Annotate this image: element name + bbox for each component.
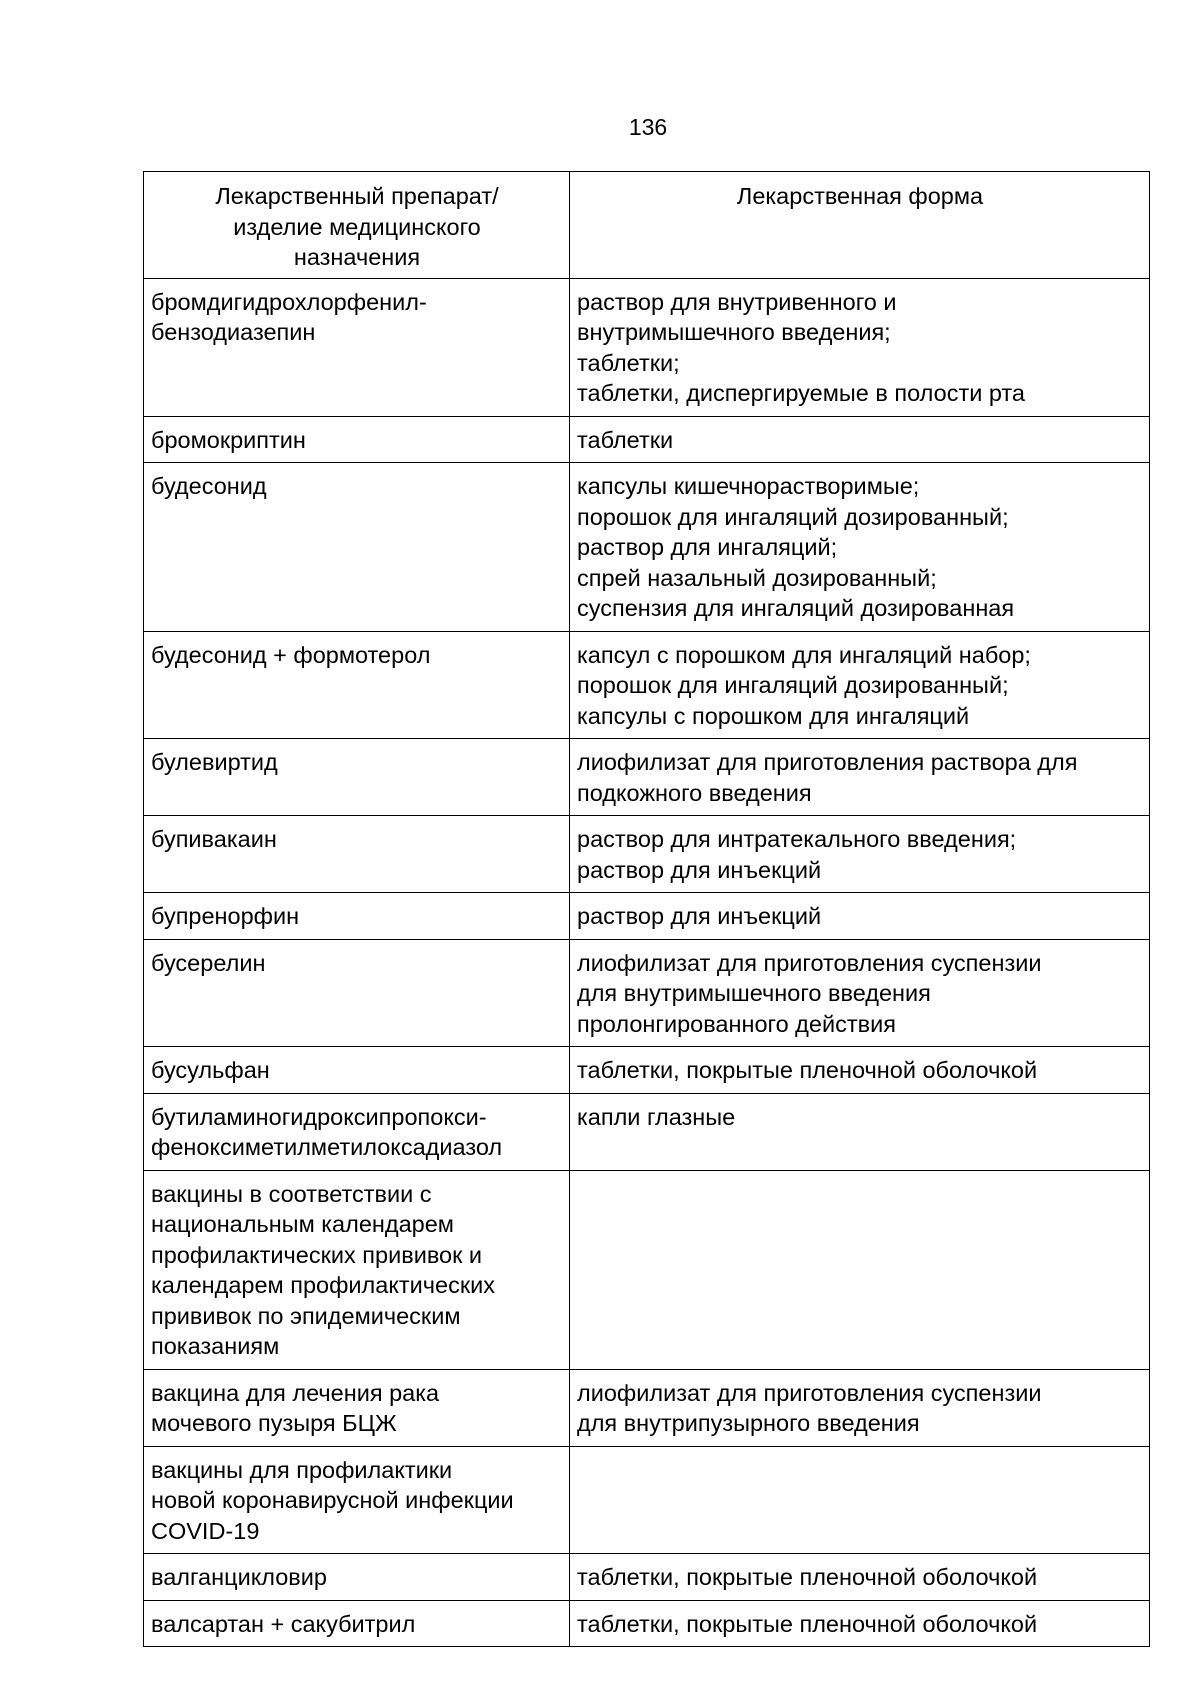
table-row xyxy=(144,739,1150,816)
header-drug-cell xyxy=(144,172,570,279)
form-line: порошок для ингаляций дозированный; xyxy=(577,672,1009,698)
form-line: таблетки, покрытые пленочной оболочкой xyxy=(577,1564,1038,1590)
form-line: подкожного введения xyxy=(577,779,812,806)
drug-cell xyxy=(144,939,570,1047)
drug-cell xyxy=(144,1600,570,1647)
drug-line: бусульфан xyxy=(151,1057,270,1083)
table-row xyxy=(144,1446,1150,1554)
table-row xyxy=(144,1047,1150,1094)
drug-line: бупивакаин xyxy=(151,826,277,852)
drug-line: календарем профилактических xyxy=(151,1272,495,1298)
drug-line: валганцикловир xyxy=(151,1564,327,1590)
form-cell-empty xyxy=(570,1170,1150,1369)
drug-cell xyxy=(144,463,570,632)
drug-line: прививок по эпидемическим xyxy=(151,1302,461,1329)
drug-cell xyxy=(144,278,570,416)
form-line: таблетки, покрытые пленочной оболочкой xyxy=(577,1057,1038,1083)
form-line: таблетки, диспергируемые в полости рта xyxy=(577,380,1025,406)
drug-cell xyxy=(144,1170,570,1369)
table-row xyxy=(144,893,1150,940)
drug-cell xyxy=(144,1047,570,1094)
drug-line: валсартан + сакубитрил xyxy=(151,1610,416,1637)
drug-cell xyxy=(144,1093,570,1170)
form-cell xyxy=(570,1600,1150,1647)
form-line: таблетки xyxy=(577,426,674,453)
drug-line: будесонид + формотерол xyxy=(151,641,431,668)
form-cell xyxy=(570,416,1150,463)
form-line: раствор для внутривенного и xyxy=(577,288,897,315)
form-line: капсулы с порошком для ингаляций xyxy=(577,702,970,729)
table-row xyxy=(144,416,1150,463)
drug-line: бромдигидрохлорфенил- xyxy=(151,288,427,315)
drug-line: вакцина для лечения рака xyxy=(151,1379,440,1406)
drug-line: феноксиметилметилоксадиазол xyxy=(151,1134,503,1160)
drug-line: бутиламиногидроксипропокси- xyxy=(151,1103,487,1130)
form-cell xyxy=(570,1047,1150,1094)
drug-cell xyxy=(144,1369,570,1446)
drug-line: национальным календарем xyxy=(151,1211,454,1237)
page-number: 136 xyxy=(628,114,668,140)
form-cell xyxy=(570,816,1150,893)
form-line: пролонгированного действия xyxy=(577,1010,896,1037)
drug-cell xyxy=(144,893,570,940)
form-cell xyxy=(570,1369,1150,1446)
form-line: раствор для инъекций xyxy=(577,856,822,883)
form-cell xyxy=(570,278,1150,416)
table-row xyxy=(144,1369,1150,1446)
header-drug-line: назначения xyxy=(293,244,421,270)
drug-line: вакцины для профилактики xyxy=(151,1456,453,1483)
drug-line: вакцины в соответствии с xyxy=(151,1180,432,1207)
table-row xyxy=(144,1170,1150,1369)
form-line: внутримышечного введения; xyxy=(577,319,891,345)
drug-cell xyxy=(144,1446,570,1554)
drug-line: будесонид xyxy=(151,473,267,499)
table-header-row xyxy=(144,172,1150,279)
table-row xyxy=(144,278,1150,416)
table-row xyxy=(144,939,1150,1047)
form-cell xyxy=(570,1093,1150,1170)
header-form-line: Лекарственная форма xyxy=(736,183,984,209)
form-line: суспензия для ингаляций дозированная xyxy=(577,595,1015,621)
form-cell xyxy=(570,893,1150,940)
form-line: таблетки, покрытые пленочной оболочкой xyxy=(577,1610,1038,1637)
drug-line: бупренорфин xyxy=(151,903,300,929)
form-cell xyxy=(570,939,1150,1047)
drug-line: булевиртид xyxy=(151,749,278,775)
form-line: раствор для интратекального введения; xyxy=(577,826,1017,852)
drug-line: бензодиазепин xyxy=(151,319,316,345)
table-row xyxy=(144,1554,1150,1601)
form-line: лиофилизат для приготовления раствора для xyxy=(577,749,1078,775)
header-form-cell xyxy=(570,172,1150,279)
table-row xyxy=(144,631,1150,739)
drug-line: показаниям xyxy=(151,1333,280,1359)
form-cell-empty xyxy=(570,1446,1150,1554)
form-line: порошок для ингаляций дозированный; xyxy=(577,503,1009,530)
drug-line: новой коронавирусной инфекции xyxy=(151,1487,514,1513)
form-line: лиофилизат для приготовления суспензии xyxy=(577,1379,1042,1406)
table-row xyxy=(144,463,1150,632)
form-line: для внутримышечного введения xyxy=(577,980,931,1006)
drug-table xyxy=(143,171,1150,1647)
drug-cell xyxy=(144,1554,570,1601)
header-drug-line: изделие медицинского xyxy=(233,213,481,240)
header-drug-line: Лекарственный препарат/ xyxy=(215,183,499,209)
form-line: для внутрипузырного введения xyxy=(577,1410,920,1436)
drug-line: мочевого пузыря БЦЖ xyxy=(151,1410,397,1436)
drug-cell xyxy=(144,416,570,463)
form-cell xyxy=(570,1554,1150,1601)
form-line: таблетки; xyxy=(577,349,680,376)
form-cell xyxy=(570,631,1150,739)
form-cell xyxy=(570,739,1150,816)
form-line: раствор для инъекций xyxy=(577,903,822,929)
form-line: капсулы кишечнорастворимые; xyxy=(577,473,920,499)
form-cell xyxy=(570,463,1150,632)
drug-line: COVID-19 xyxy=(151,1517,260,1544)
form-line: лиофилизат для приготовления суспензии xyxy=(577,949,1042,976)
table-row xyxy=(144,1600,1150,1647)
drug-cell xyxy=(144,816,570,893)
drug-line: бромокриптин xyxy=(151,426,306,453)
form-line: спрей назальный дозированный; xyxy=(577,564,937,591)
table-row xyxy=(144,816,1150,893)
drug-cell xyxy=(144,739,570,816)
drug-line: профилактических прививок и xyxy=(151,1241,483,1268)
form-line: раствор для ингаляций; xyxy=(577,534,838,560)
drug-line: бусерелин xyxy=(151,949,266,976)
form-line: капли глазные xyxy=(577,1103,736,1130)
form-line: капсул с порошком для ингаляций набор; xyxy=(577,641,1031,668)
table-row xyxy=(144,1093,1150,1170)
drug-cell xyxy=(144,631,570,739)
